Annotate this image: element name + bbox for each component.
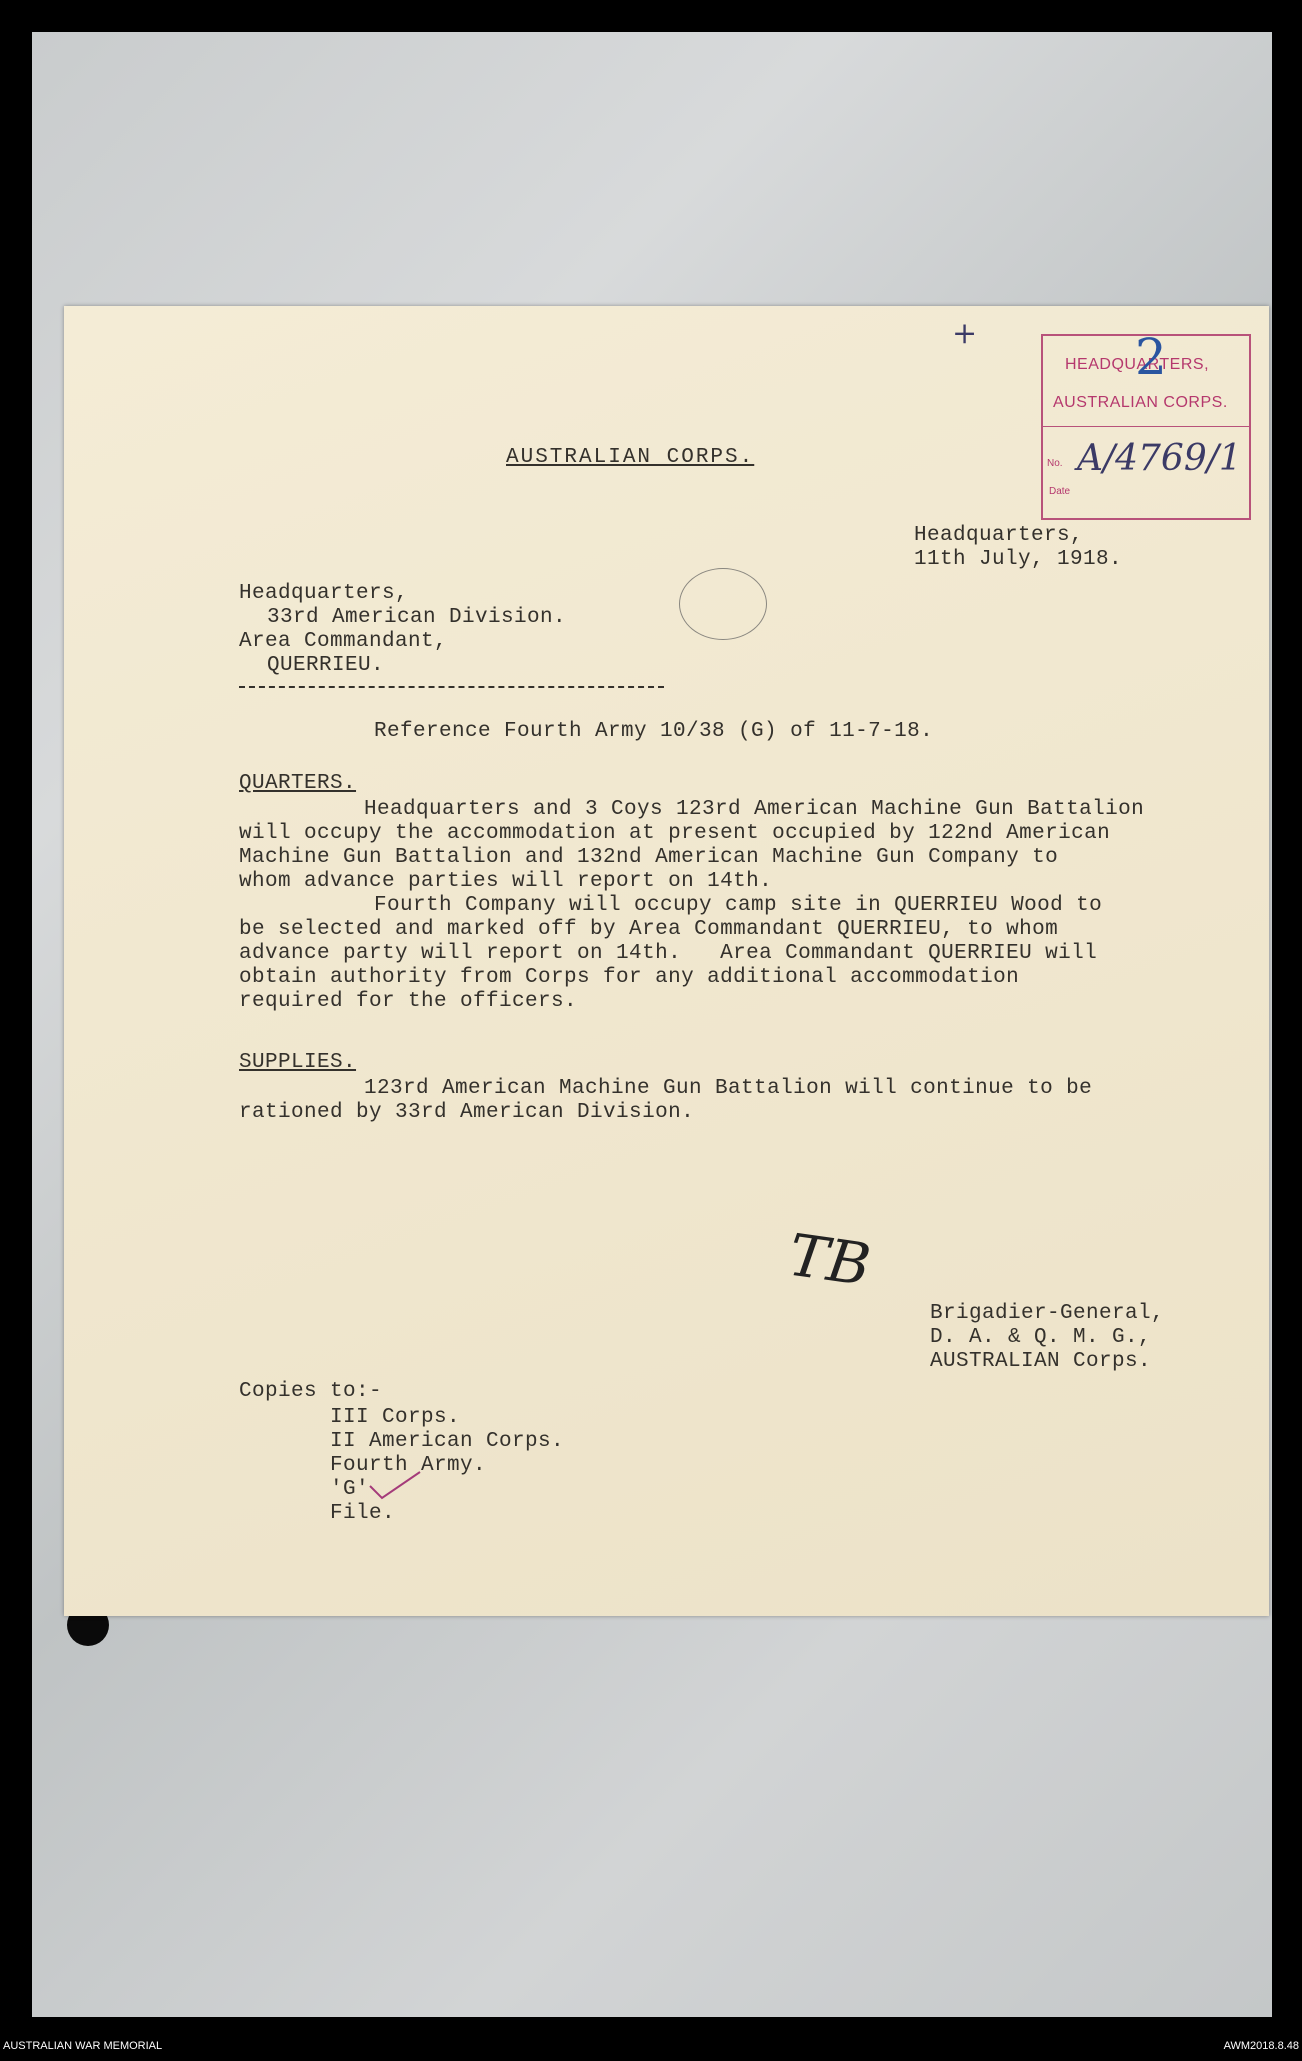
pencil-circle bbox=[679, 568, 767, 640]
stamp-date-label: Date bbox=[1049, 486, 1071, 497]
signature-formation: AUSTRALIAN Corps. bbox=[930, 1350, 1152, 1373]
check-tick-icon bbox=[364, 1466, 424, 1506]
pencil-cross-mark: + bbox=[952, 316, 978, 351]
handwritten-initials: TB bbox=[784, 1220, 875, 1300]
folio-number: 2 bbox=[1135, 328, 1167, 386]
addressee-line3: Area Commandant, bbox=[239, 630, 448, 653]
reference-line: Reference Fourth Army 10/38 (G) of 11-7-18. bbox=[374, 720, 934, 743]
footer-institution: AUSTRALIAN WAR MEMORIAL bbox=[3, 2040, 163, 2052]
quarters-line: Fourth Company will occupy camp site in QUERRIEU Wood to bbox=[374, 894, 1103, 917]
quarters-line: Headquarters and 3 Coys 123rd American Machine Gun Battalion bbox=[364, 798, 1145, 821]
quarters-heading: QUARTERS. bbox=[239, 772, 357, 795]
copies-item: III Corps. bbox=[330, 1406, 461, 1429]
supplies-line: 123rd American Machine Gun Battalion will continue to be bbox=[364, 1077, 1093, 1100]
quarters-line: advance party will report on 14th. Area Commandant QUERRIEU will bbox=[239, 942, 1098, 965]
copies-item: 'G' bbox=[330, 1478, 370, 1501]
signature-title: Brigadier-General, bbox=[930, 1302, 1165, 1325]
addressee-line1: Headquarters, bbox=[239, 582, 409, 605]
addressee-line4: QUERRIEU. bbox=[267, 654, 385, 677]
document-title: AUSTRALIAN CORPS. bbox=[506, 446, 755, 469]
stamp-line2: AUSTRALIAN CORPS. bbox=[1053, 394, 1228, 411]
copies-item: File. bbox=[330, 1502, 396, 1525]
quarters-line: Machine Gun Battalion and 132nd American Machine Gun Company to bbox=[239, 846, 1059, 869]
signature-office: D. A. & Q. M. G., bbox=[930, 1326, 1152, 1349]
typed-letter bbox=[64, 306, 1269, 1616]
stamp-divider bbox=[1043, 426, 1249, 427]
quarters-line: be selected and marked off by Area Commandant QUERRIEU, to whom bbox=[239, 918, 1059, 941]
quarters-line: will occupy the accommodation at present occupied by 122nd American bbox=[239, 822, 1111, 845]
copies-item: II American Corps. bbox=[330, 1430, 565, 1453]
copies-heading: Copies to:- bbox=[239, 1380, 383, 1403]
quarters-line: required for the officers. bbox=[239, 990, 578, 1013]
supplies-heading: SUPPLIES. bbox=[239, 1051, 357, 1074]
copies-item: Fourth Army. bbox=[330, 1454, 487, 1477]
stamp-no-label: No. bbox=[1047, 458, 1063, 469]
addressee-line2: 33rd American Division. bbox=[267, 606, 567, 629]
address-rule bbox=[239, 686, 664, 688]
footer-accession: AWM2018.8.48 bbox=[1223, 2040, 1299, 2052]
stamp-handwritten-number: A/4769/1 bbox=[1077, 438, 1242, 479]
supplies-line: rationed by 33rd American Division. bbox=[239, 1101, 695, 1124]
received-stamp bbox=[1041, 328, 1251, 520]
quarters-line: whom advance parties will report on 14th. bbox=[239, 870, 773, 893]
origin-line1: Headquarters, bbox=[914, 524, 1084, 547]
stamp-line1: HEADQUARTERS, bbox=[1065, 356, 1210, 373]
origin-date: 11th July, 1918. bbox=[914, 548, 1123, 571]
quarters-line: obtain authority from Corps for any additional accommodation bbox=[239, 966, 1020, 989]
